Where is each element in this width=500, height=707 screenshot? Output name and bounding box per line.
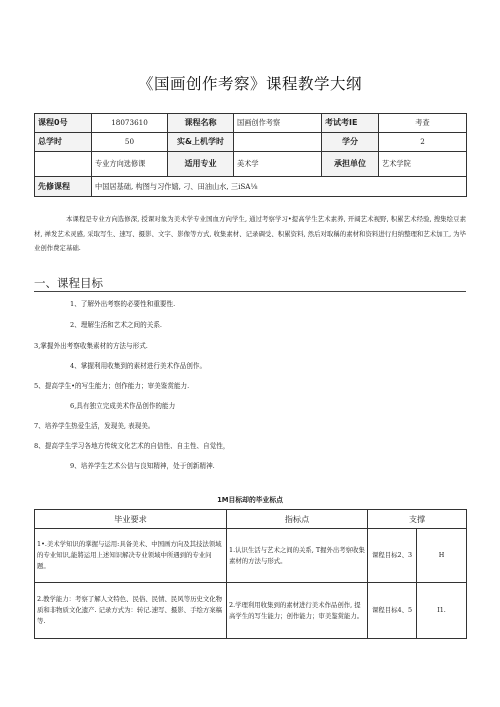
course-type-spacer: [35, 152, 92, 177]
course-code-label: 课程0号: [35, 114, 92, 133]
unit-label: 承担单位: [322, 152, 379, 177]
header-requirement: 毕业要求: [35, 510, 227, 529]
exam-type-value: 考查: [379, 114, 467, 133]
header-support: 支撑: [368, 510, 467, 529]
requirement-cell: 1•.美术学知识的掌握与运用:具备美术、中国画方向及其技法领域的专业知识,能將运用上述知识解决专业领域中所遇到的专业问题。: [35, 529, 227, 583]
exam-type-label: 考试考IE: [322, 114, 379, 133]
graduation-mapping-table: [34, 509, 467, 639]
prerequisite-label: 先修课程: [35, 177, 92, 197]
total-hours-value: 50: [92, 133, 168, 152]
goal-cell: 课程目标2、3: [368, 529, 417, 583]
major-value: 美术学: [234, 152, 322, 177]
credit-label: 学分: [322, 133, 379, 152]
prerequisite-value: 中国居基础, 构图与习作嬉, 刁、田油山水, 三iSA⅛: [92, 177, 467, 197]
goal-item: 2、理解生活和艺术之间的关系.: [70, 321, 163, 329]
goal-item: 8、提高学生学习各地方传统文化艺术的自信性、自主性、自觉性，: [34, 442, 230, 450]
table-row: [35, 583, 467, 639]
course-code-value: 18073610: [92, 114, 168, 133]
goal-cell: 课程目标4、5: [368, 583, 417, 639]
course-name-label: 课程名称: [168, 114, 234, 133]
indicator-cell: 1.认识生活与艺术之间的关系, T握外出考察收集素材的方法与形式。: [227, 529, 368, 583]
course-introduction: 本课程是专业方向选修深, 授课对象为美术学专业国血方向学生, 通过考察学习•提高学生艺术素养, 开阔艺术视野, 积累艺术经验, 搜集绘豆素材, 禅发艺术灵感, 采取写生、速写、摄影、文字、影像等方式, 收集素材、记录碉受、积累资料, 然后对取稱的素材和资料进行归纳整理和艺术加工, 为毕业创作费定基础.: [34, 215, 466, 252]
unit-value: 艺术学院: [379, 152, 467, 177]
table-row: [35, 529, 467, 583]
practice-hours-label: 实&上机学时: [168, 133, 234, 152]
practice-hours-value: [234, 133, 322, 152]
section-divider: [34, 291, 466, 292]
course-info-table: [34, 113, 467, 197]
requirement-cell: 2.教学能力：考察了解人文特色、民俗、民情、民风等历史文化物质和非物质文化遗产. 记录方式为：转记.速写、摄影、手绘方案稿等.: [35, 583, 227, 639]
course-direction-value: 专业方向选修课: [92, 152, 168, 177]
level-cell: I1.: [417, 583, 467, 639]
major-label: 适用专业: [168, 152, 234, 177]
goal-item: 3,掌握外出考察收集素材的方法与形式.: [34, 342, 148, 350]
goal-item: 5、提高学生•的写生能力；创作能力；审美鉴赏能力.: [34, 382, 190, 390]
level-cell: H: [417, 529, 467, 583]
credit-value: 2: [379, 133, 467, 152]
goal-item: 1、了解外出考察的必要性和重要性.: [70, 300, 176, 308]
mapping-table-caption: 1M目标却的毕业标点: [217, 496, 283, 504]
header-indicator: 指标点: [227, 510, 368, 529]
goal-item: 6,具有独立完成美术作品创作的能力: [70, 402, 176, 410]
goal-item: 9、培养学生艺术公信与良知精神，处于创新精神.: [70, 462, 215, 470]
section-heading-objectives: 一、课程目标: [34, 276, 103, 290]
total-hours-label: 总学时: [35, 133, 92, 152]
course-name-value: 国画创作考察: [234, 114, 322, 133]
goal-item: 4、掌握利用收集到的素材进行美术作品创作。: [70, 362, 207, 370]
goal-item: 7、培养学生热爱生活，发现美, 表现美。: [34, 422, 155, 430]
page-title: 《国画创作考察》课程教学大纲: [137, 75, 362, 93]
indicator-cell: 2.学理利用收集到的素材进行美术作品创作, 提高学生的写生能力；创作能力；审美鉴赏能力。: [227, 583, 368, 639]
